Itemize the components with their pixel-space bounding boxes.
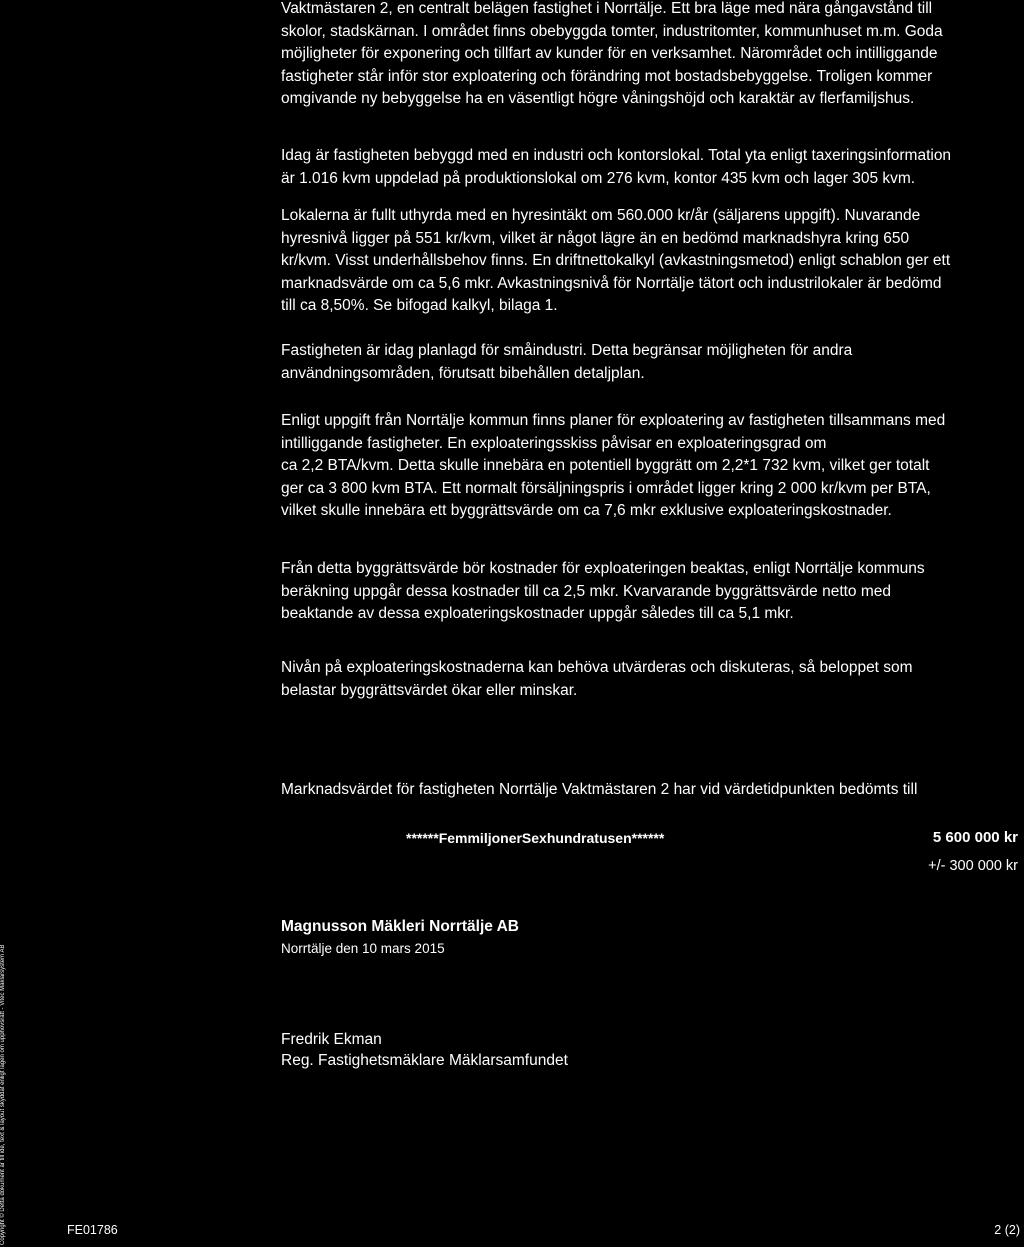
conclusion-text: Marknadsvärdet för fastigheten Norrtälje Vaktmästaren 2 har vid värdetidpunkten bedömts till xyxy=(281,781,918,798)
text-line: till ca 8,50%. Se bifogad kalkyl, bilaga 1. xyxy=(281,297,558,315)
text-line: fastigheter står inför stor exploatering och förändring mot bostadsbebyggelse. Troligen kommer xyxy=(281,67,933,85)
text-line: intilliggande fastigheter. En exploateringsskiss påvisar en exploateringsgrad om xyxy=(281,434,827,452)
text-line: hyresnivå ligger på 551 kr/kvm, vilket är något lägre än en bedömd marknadshyra kring 650 xyxy=(281,229,910,247)
value-in-words: ******FemmiljonerSexhundratusen****** xyxy=(406,830,665,846)
paragraph-evaluation xyxy=(281,657,1024,702)
value-amount: 5 600 000 kr xyxy=(932,829,1018,846)
text-line: Lokalerna är fullt uthyrda med en hyresintäkt om 560.000 kr/år (säljarens uppgift). Nuvarande xyxy=(281,207,921,224)
page-number: 2 (2) xyxy=(994,1223,1020,1237)
document-id: FE01786 xyxy=(67,1223,118,1237)
signer-title: Reg. Fastighetsmäklare Mäklarsamfundet xyxy=(281,1052,568,1069)
text-line: användningsområden, förutsatt bibehållen detaljplan. xyxy=(281,364,645,382)
text-line: Från detta byggrättsvärde bör kostnader för exploateringen beaktas, enligt Norrtälje kommuns xyxy=(281,560,925,577)
text-line: kr/kvm. Visst underhållsbehov finns. En driftnettokalkyl (avkastningsmetod) enligt schablon ger ett xyxy=(281,252,951,270)
firm-name: Magnusson Mäkleri Norrtälje AB xyxy=(281,918,520,935)
text-line: skolor, stadskärnan. I området finns obebyggda tomter, industritomter, kommunhuset m.m. Goda xyxy=(281,22,943,40)
copyright-notice: Copyright © Detta dokument är till idé, text & layout skyddat enligt lagen om upphovsrätt - Vitec Mäklarsystem AB xyxy=(0,944,6,1245)
paragraph-costs xyxy=(281,558,1024,626)
text-line: Fastigheten är idag planlagd för småindustri. Detta begränsar möjligheten för andra xyxy=(281,342,853,359)
text-line: omgivande ny bebyggelse ha en väsentligt högre våningshöjd och karaktär av flerfamiljshus. xyxy=(281,90,915,108)
text-line: ger ca 3 800 kvm BTA. Ett normalt försäljningspris i området ligger kring 2 000 kr/kvm per BTA, xyxy=(281,479,931,497)
text-line: Idag är fastigheten bebyggd med en industri och kontorslokal. Total yta enligt taxeringsinformation xyxy=(281,147,952,164)
paragraph-exploitation xyxy=(281,410,1024,523)
text-line: är 1.016 kvm uppdelad på produktionslokal om 276 kvm, kontor 435 kvm och lager 305 kvm. xyxy=(281,169,916,187)
text-line: beräkning uppgår dessa kostnader till ca 2,5 mkr. Kvarvarande byggrättsvärde netto med xyxy=(281,582,892,600)
text-line: Enligt uppgift från Norrtälje kommun finns planer för exploatering av fastigheten tillsammans med xyxy=(281,412,946,429)
signer-name: Fredrik Ekman xyxy=(281,1031,382,1048)
value-range: +/- 300 000 kr xyxy=(928,858,1018,874)
text-line: Vaktmästaren 2, en centralt belägen fastighet i Norrtälje. Ett bra läge med nära gångavstånd till xyxy=(281,0,933,17)
text-line: belastar byggrättsvärdet ökar eller minskar. xyxy=(281,681,578,699)
text-line: ca 2,2 BTA/kvm. Detta skulle innebära en potentiell byggrätt om 2,2*1 732 kvm, vilket ger totalt xyxy=(281,457,930,475)
text-line: möjligheter för exponering och tillfart av kunder för en verksamhet. Närområdet och intilliggande xyxy=(281,45,938,63)
text-line: marknadsvärde om ca 5,6 mkr. Avkastningsnivå för Norrtälje tätort och industrilokaler är bedömd xyxy=(281,274,942,292)
text-line: Nivån på exploateringskostnaderna kan behöva utvärderas och diskuteras, så beloppet som xyxy=(281,659,913,676)
paragraph-rental xyxy=(281,205,1024,318)
paragraph-building xyxy=(281,145,1024,190)
paragraph-location xyxy=(281,0,1024,111)
paragraph-zoning xyxy=(281,340,1024,385)
text-line: vilket skulle innebära ett byggrättsvärde om ca 7,6 mkr exklusive exploateringskostnader. xyxy=(281,502,892,520)
place-date: Norrtälje den 10 mars 2015 xyxy=(281,941,445,956)
text-line: beaktande av dessa exploateringskostnader uppgår således till ca 5,1 mkr. xyxy=(281,605,794,623)
